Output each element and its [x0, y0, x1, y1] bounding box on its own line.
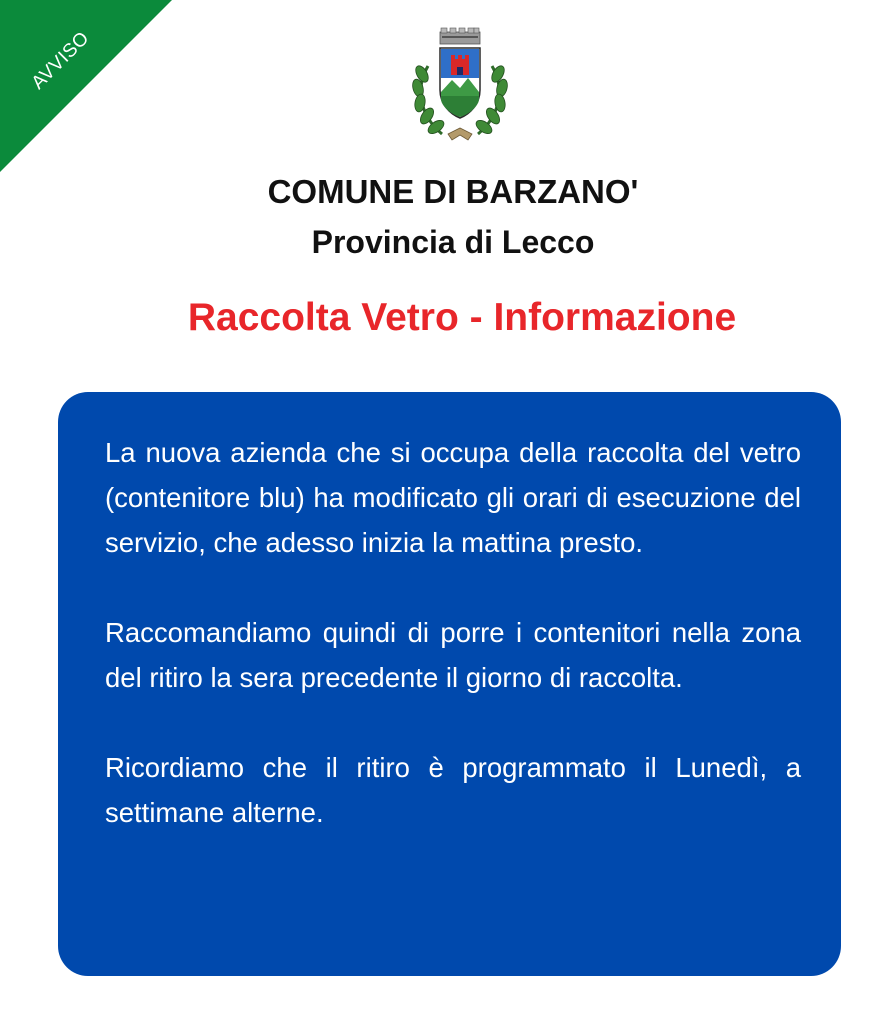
page-title: COMUNE DI BARZANO'	[267, 173, 639, 210]
page-subtitle: Provincia di Lecco	[311, 224, 595, 260]
notice-paragraph: Ricordiamo che il ritiro è programmato il Lunedì, a settimane alterne.	[105, 752, 801, 828]
notice-panel	[58, 392, 841, 976]
municipal-coat-of-arms-icon	[410, 26, 510, 146]
notice-paragraph: La nuova azienda che si occupa della raccolta del vetro (contenitore blu) ha modificato gli orari di esecuzione del servizio, che adesso inizia la mattina presto.	[105, 437, 801, 558]
notice-paragraph: Raccomandiamo quindi di porre i contenitori nella zona del ritiro la sera precedente il giorno di raccolta.	[105, 617, 801, 693]
notice-headline: Raccolta Vetro - Informazione	[187, 296, 737, 339]
notice-body	[105, 430, 801, 835]
avviso-label: AVVISO	[27, 27, 94, 94]
